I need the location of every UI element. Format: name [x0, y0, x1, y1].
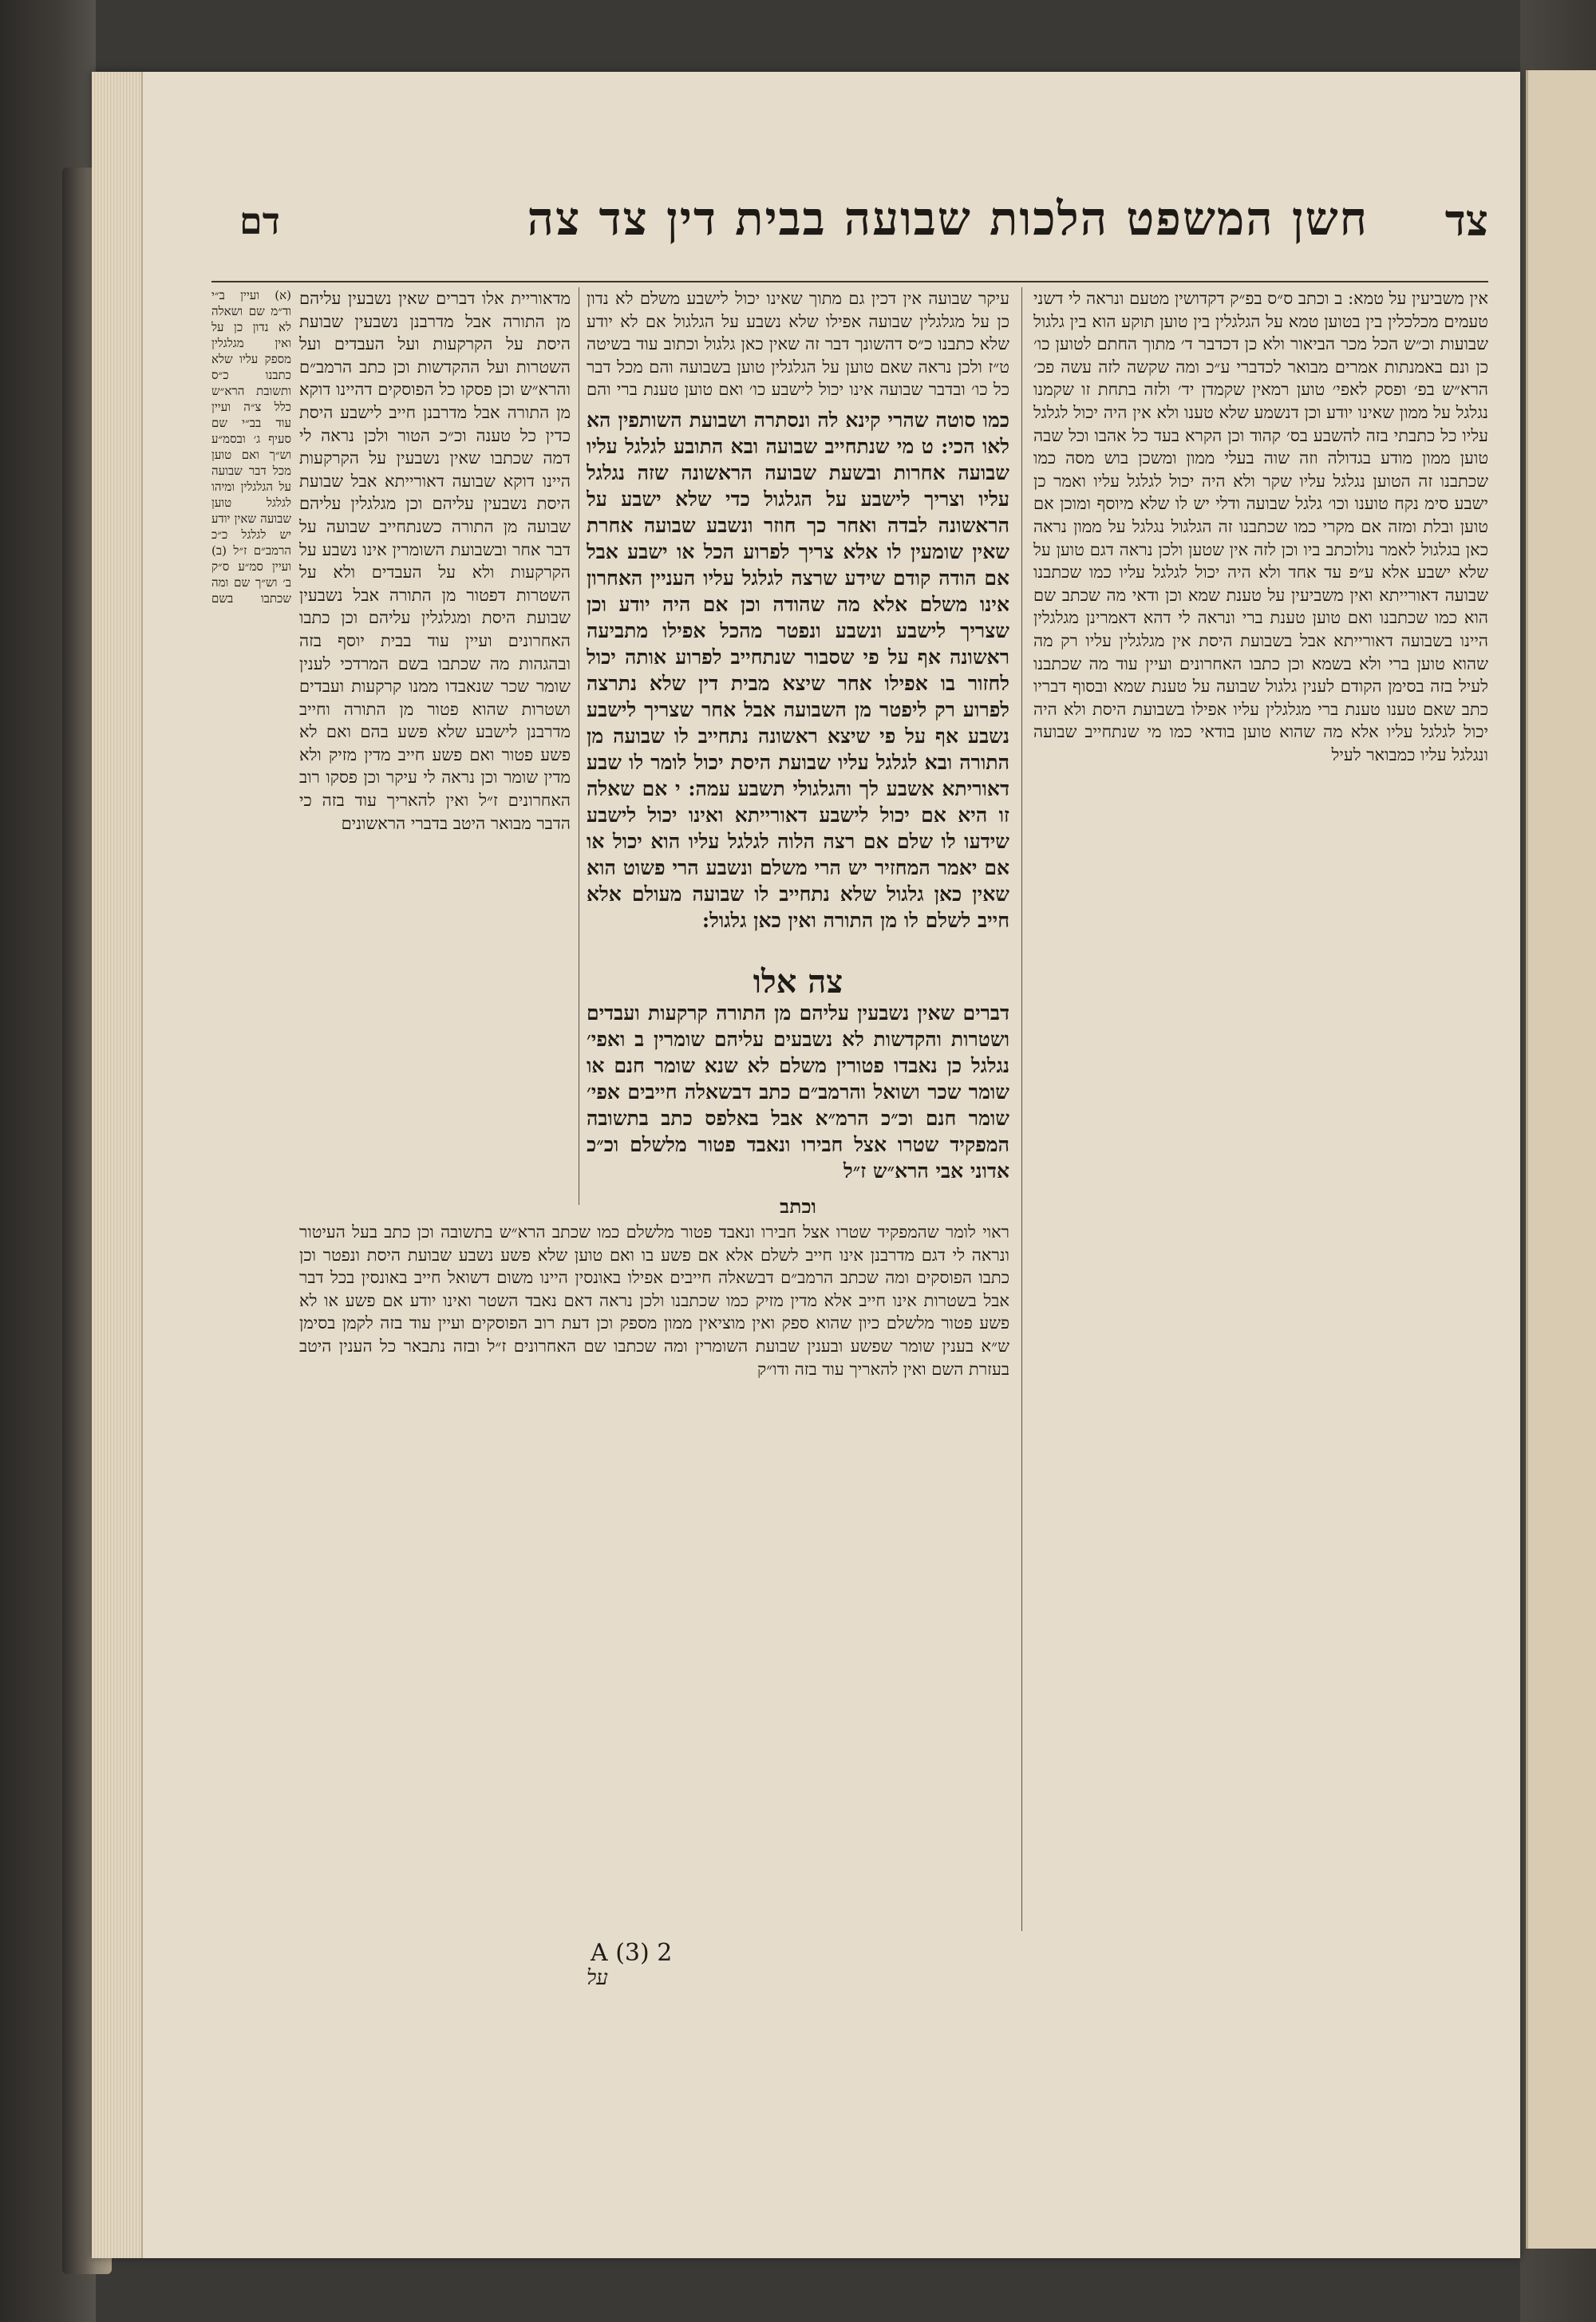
header-folio: דם	[239, 199, 280, 243]
right-column	[1033, 287, 1488, 1931]
text-area	[211, 72, 1488, 2258]
header-page-number: צד	[1444, 195, 1488, 246]
signature-mark: A (3) 2	[591, 1939, 673, 1967]
facing-page-edge	[1526, 70, 1596, 2249]
main-text-block-2	[587, 958, 1009, 1213]
side-notes-text: (א) ועיין ב״י וד״מ שם ושאלה לא נדון כן על ואין מגלגלין מספק עליו שלא כתבנו כ״ס ותשובת הרא״ש כלל צ״ה ועיין עוד בב״י שם סעיף ג׳ ובסמ״ע וש״ך ואם טוען מכל דבר שבועה על הגלגלין ומיהו לגלגל טוען שבועה שאין יודע יש לגלגל כ״כ הרמב״ם ז״ל (ב) ועיין סמ״ע ס״ק ב׳ וש״ך שם ומה שכתבו בשם	[211, 288, 291, 606]
left-column	[299, 287, 571, 1205]
left-column-text: מדאוריית אלו דברים שאין נשבעין עליהם מן התורה אבל מדרבנן נשבעין שבועת היסת על הקרקעות ועל העבדים ועל השטרות ועל ההקדשות וכן כתב הרמב״ם והרא״ש וכן פסקו כל הפוסקים דהיינו דוקא מן התורה אבל מדרבנן חייב לישבע היסת כדין כל טענה וכ״כ הטור ולכן נראה לי דמה שכתבו שאין נשבעין על הקרקעות היינו דוקא שבועה דאורייתא אבל שבועת היסת נשבעין עליהם וכן מגלגלין עליהם שבועה מן התורה כשנתחייב שבועה על דבר אחר ובשבועת השומרין אינו נשבע על הקרקעות ולא על העבדים ולא על השטרות דפטור מן התורה אבל נשבעין שבועת היסת ומגלגלין עליהם וכן כתבו האחרונים ועיין עוד בבית יוסף בזה ובהגהות מה שכתבו בשם המרדכי לענין שומר שכר שנאבדו ממנו קרקעות ועבדים ושטרות שהוא פטור מן התורה וחייב מדרבנן לישבע שלא פשע בהם ואם לא פשע פטור ואם פשע חייב מדין מזיק ולא מדין שומר וכן נראה לי עיקר וכן פסקו רוב האחרונים ז״ל ואין להאריך עוד בזה כי הדבר מבואר היטב בדברי הראשונים	[299, 289, 571, 833]
right-column-text: אין משביעין על טמא: ב וכתב ס״ס בפ״ק דקדושין מטעם ונראה לי דשני טעמים מכלכלין בין בטוען טמא על הגלגלין בין טוען תוקע הוא בין גלגול שבועות וכ״ש הכל מכר הביאור ולא כן דכדבר ד׳ מתוך החתם לטוען כו׳ כן ונם באמנתות אמרים מבואר לכדברי ע״כ ומה שקשה לזה עשה פכ׳ הרא״ש בפ׳ ופסק לאפי׳ טוען רמאין שקמדן יד׳ ולזה בתחת זו שקמנו נגלגל על ממון שאינו יודע וכן דנשמע שלא טענו ולא אין היה יכול לגלגל עליו כל כתבתי בזה להשבע בס׳ קהוד וכן הקרא בעד כל אהבו וכל שבה טוען ממון מודע בגדולה וזה שוה בעלי ממון ומשכן בוש מסה כמו שכתבנו זה הטוען נגלגל עליו שקר ולא היה יכול לגלגל עליו ואמר כן ישבע סימ נקח טוענו וכו׳ גלגל שבועה ודלי יש לו שלא מיוסף ומוכן אם טוען ובלת ומזה אם מקרי כמו שכתבנו זה הגלגול נגלגל על ממון נראה כאן בגלגול לאמר נולוכתב ביו וכן לזה אין שטען ולכן נראה דגם טוען על שלא ישבע אלא ע״פ עד אחד ולא היה יכול לגלגל עליו כמו שכתבנו שבועה דאורייתא ואין משביעין על טענת שמא וכן ודאי מה שכתב שם הוא כמו שכתבנו ואם טוען טענת ברי ונראה לי דהא דאמרינן מגלגלין היינו בשבועה דאורייתא אבל בשבועת היסת אין מגלגלין עליו רק מה שהוא טוען ברי ולא בשמא וכן כתבו האחרונים ועיין עוד מה שכתבנו לעיל בזה בסימן הקודם לענין גלגול שבועה על טענת שמא ובסוף דבריו כתב שאם טענו טענת ברי מגלגלין עליו אפילו בשבועת היסת ולא היה יכול לגלגל עליו אלא מה שהוא טוען בודאי כמו מי שנתחייב שבועה ונגלגל עליו כמבואר לעיל	[1033, 289, 1488, 764]
running-title: חשן המשפט הלכות שבועה בבית דין צד צה	[527, 192, 1369, 246]
main-text: כמו סוטה שהרי קינא לה ונסתרה ושבועת השותפין הא לאו הכי: ט מי שנתחייב שבועה ובא התובע לגלגל עליו שבועה אחרות ובשעת שבועה הראשונה שזה נגלגל עליו וצריך לישבע על הגלגול כדי שלא ישבע על הראשונה לבדה ואחר כך חוזר ונשבע שבועה אחרת שאין שומעין לו אלא צריך לפרוע הכל או ישבע אבל אם הודה קודם שידע שרצה לגלגל עליו העניין האחרון אינו משלם אלא מה שהודה וכן אם היה יודע וכן שצריך לישבע ונשבע ונפטר מהכל אפילו מתביעה ראשונה אף על פי שסבור שנתחייב לפרוע אותה יכול לחזור בו אפילו אחר שיצא מבית דין שלא נתרצה לפרוע רק ליפטר מן השבועה אבל אחר שצריך לישבע נשבע אף על פי שיצא ראשונה נתחייב לו שבועה מן התורה ובא לגלגל עליו שבועת היסת יכול לומר לו שבע דאוריתא אשבע לך והגלגולי תשבע עמה: י אם שאלה זו היא אם יכול לישבע דאורייתא ואינו יכול לישבע שידעו לו שלם אם רצה הלוה לגלגל עליו הוא יכול או אם יאמר המחזיר יש הרי משלם ונשבע הרי פשוט הוא שאין כאן גלגול שלא נתחייב לו שבועה מעולם אלא חייב לשלם לו מן התורה ואין כאן גלגול:	[587, 409, 1009, 932]
catchword: על	[587, 1966, 608, 1990]
lower-commentary	[299, 1221, 1009, 1931]
page-footer	[211, 1939, 1488, 1990]
header-rule	[211, 281, 1488, 282]
lower-commentary-text: ראוי לומר שהמפקיד שטרו אצל חבירו ונאבד פטור מלשלם כמו שכתב הרא״ש בתשובה וכן כתב בעל העיטור ונראה לי דגם מדרבנן אינו חייב לשלם אלא אם פשע בו ואם טוען שלא פשע נשבע שבועת היסת ונפטר וכן כתבו הפוסקים ומה שכתב הרמב״ם דבשאלה חייבים אפילו באונסין היינו משום דשואל חייב באונסין בכל דבר אבל בשטרות אינו חייב אלא מדין מזיק כמו שכתבנו ולכן נראה דאם נאבד השטר ואינו יודע אם פשע או לא פשע פטור מלשלם כיון שהוא ספק ואין מוציאין ממון מספק וכן דעת רוב הפוסקים ועיין עוד בזה לקמן בסימן ש״א בענין שומר שפשע ובענין שבועת השומרין ומה שכתבו שם האחרונים ז״ל ובזה נתבאר כל הענין היטב בעזרת השם ואין להאריך עוד בזה ודו״ק	[299, 1222, 1009, 1379]
middle-upper-text: עיקר שבועה אין דכין גם מתוך שאינו יכול לישבע משלם לא נדון כן על מגלגלין שבועה אפילו שלא נשבע על הגלגול אם לא יודע שלא כתבנו כ״ס דהשונך דבר זה שאין כאן גלגול וכתוב עוד בשיטה ט״ז ולכן נראה שאם טוען על הגלגלין טוען בשבועה והם מכל דבר כל כו׳ ובדבר שבועה אינו יכול לישבע כו׳ ואם טוען טענת ברי והם	[587, 289, 1009, 399]
page-header	[211, 192, 1488, 263]
main-text-block	[587, 407, 1009, 958]
section-heading: צה אלו	[753, 963, 843, 1001]
side-notes	[211, 287, 291, 606]
section-sign: וכתב	[780, 1195, 816, 1213]
book-page	[92, 72, 1520, 2258]
middle-upper-column	[587, 287, 1009, 399]
column-divider-right	[1021, 287, 1022, 1931]
main-text-after: דברים שאין נשבעין עליהם מן התורה קרקעות ועבדים ושטרות והקדשות לא נשבעים עליהם שומרין ב ואפי׳ נגלגל כן נאבדו פטורין משלם לא שנא שומר חנם או שומר שכר ושואל והרמב״ם כתב דבשאלה חייבים אפי׳ שומר חנם וכ״כ הרמ״א אבל באלפס כתב בתשובה המפקיד שטרו אצל חבירו ונאבד פטור מלשלם וכ״כ אדוני אבי הרא״ש ז״ל	[587, 1001, 1009, 1183]
page-edge-stack	[92, 72, 143, 2258]
